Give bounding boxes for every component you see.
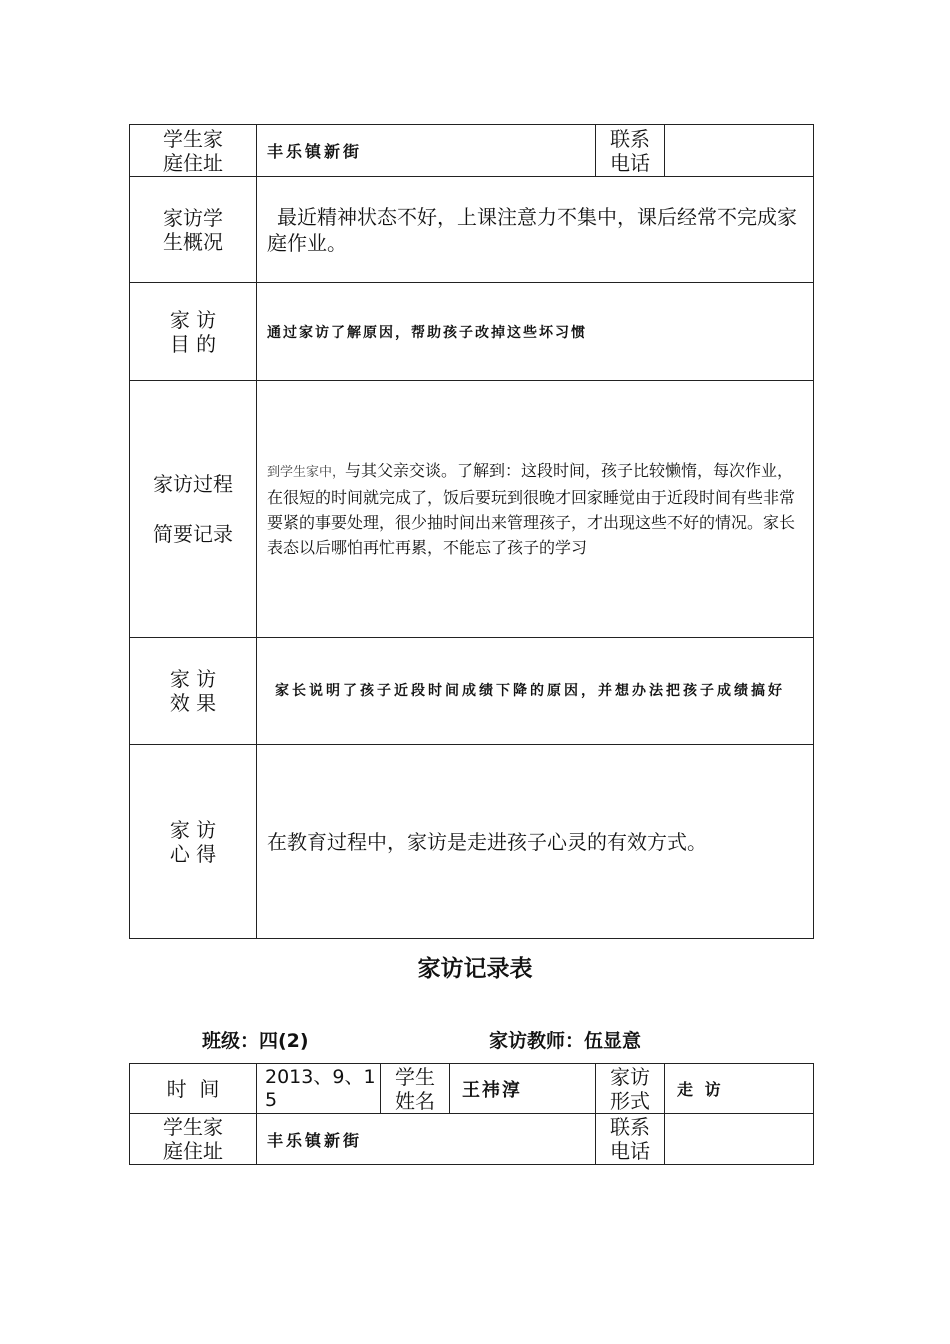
- student-label-cell: [381, 1064, 450, 1114]
- insight-label: 家 访 心 得: [169, 817, 217, 866]
- time-label-cell: [130, 1064, 257, 1114]
- process-prefix: 到学生家中，: [267, 465, 346, 480]
- time-value-cell: [257, 1064, 381, 1114]
- address-label-2: 学生家 庭住址: [163, 1115, 223, 1163]
- student-value-cell: [450, 1064, 596, 1114]
- purpose-label: 家 访 目 的: [169, 307, 217, 356]
- address-label: 学生家 庭住址: [163, 126, 223, 175]
- insight-value-cell: [257, 745, 814, 939]
- process-value: 与其父亲交谈。了解到：这段时间，孩子比较懒惰，每次作业，在很短的时间就完成了，饭后要玩到很晚才回家睡觉由于近段时间有些非常要紧的事要处理，很少抽时间出来管理孩子，才出现这些不好的情况。家长表态以后哪怕再忙再累，不能忘了孩子的学习: [267, 461, 796, 557]
- time-value: 2013、9、15: [265, 1065, 376, 1111]
- insight-value: 在教育过程中，家访是走进孩子心灵的有效方式。: [267, 829, 707, 854]
- purpose-value: 通过家访了解原因，帮助孩子改掉这些坏习惯: [267, 324, 587, 341]
- phone-label: 联系 电话: [610, 126, 650, 175]
- effect-value: 家长说明了孩子近段时间成绩下降的原因，并想办法把孩子成绩搞好: [275, 683, 785, 699]
- process-label-cell: [130, 381, 257, 638]
- process-text: [257, 458, 813, 560]
- address-value-cell-2: [257, 1114, 596, 1165]
- student-value: 王祎淳: [462, 1079, 522, 1101]
- form-title: 家访记录表: [417, 956, 533, 982]
- visit-type-label-cell: [596, 1064, 665, 1114]
- time-label: 时 间: [166, 1076, 220, 1101]
- address-value-2: 丰乐镇新街: [267, 1130, 363, 1150]
- address-label-cell-2: [130, 1114, 257, 1165]
- visit-type-value: 走 访: [677, 1080, 724, 1099]
- phone-value-cell-2: [665, 1114, 814, 1165]
- teacher-info: 家访教师：伍显意: [489, 1030, 642, 1052]
- process-value-cell: [257, 381, 814, 638]
- address-label-cell: [130, 125, 257, 177]
- effect-label: 家 访 效 果: [169, 667, 217, 715]
- student-label: 学生 姓名: [395, 1064, 435, 1113]
- effect-value-cell: [257, 638, 814, 745]
- visit-type-value-cell: [665, 1064, 814, 1114]
- purpose-value-cell: [257, 283, 814, 381]
- address-value-cell: [257, 125, 596, 177]
- phone-label-cell: [596, 125, 665, 177]
- effect-label-cell: [130, 638, 257, 745]
- overview-value-cell: [257, 177, 814, 283]
- phone-label-2: 联系 电话: [610, 1115, 650, 1163]
- purpose-label-cell: [130, 283, 257, 381]
- overview-label-cell: [130, 177, 257, 283]
- phone-label-cell-2: [596, 1114, 665, 1165]
- visit-type-label: 家访 形式: [610, 1064, 650, 1113]
- overview-value: 最近精神状态不好，上课注意力不集中，课后经常不完成家庭作业。: [267, 204, 797, 255]
- process-label-2: 简要记录: [153, 522, 233, 546]
- process-label-1: 家访过程: [153, 472, 233, 496]
- phone-value-cell: [665, 125, 814, 177]
- overview-label: 家访学 生概况: [163, 205, 223, 254]
- insight-label-cell: [130, 745, 257, 939]
- visit-record-table-2: [129, 1063, 814, 1165]
- visit-record-table-1: [129, 124, 814, 939]
- class-info: 班级：四(2): [202, 1030, 309, 1052]
- address-value: 丰乐镇新街: [267, 142, 363, 161]
